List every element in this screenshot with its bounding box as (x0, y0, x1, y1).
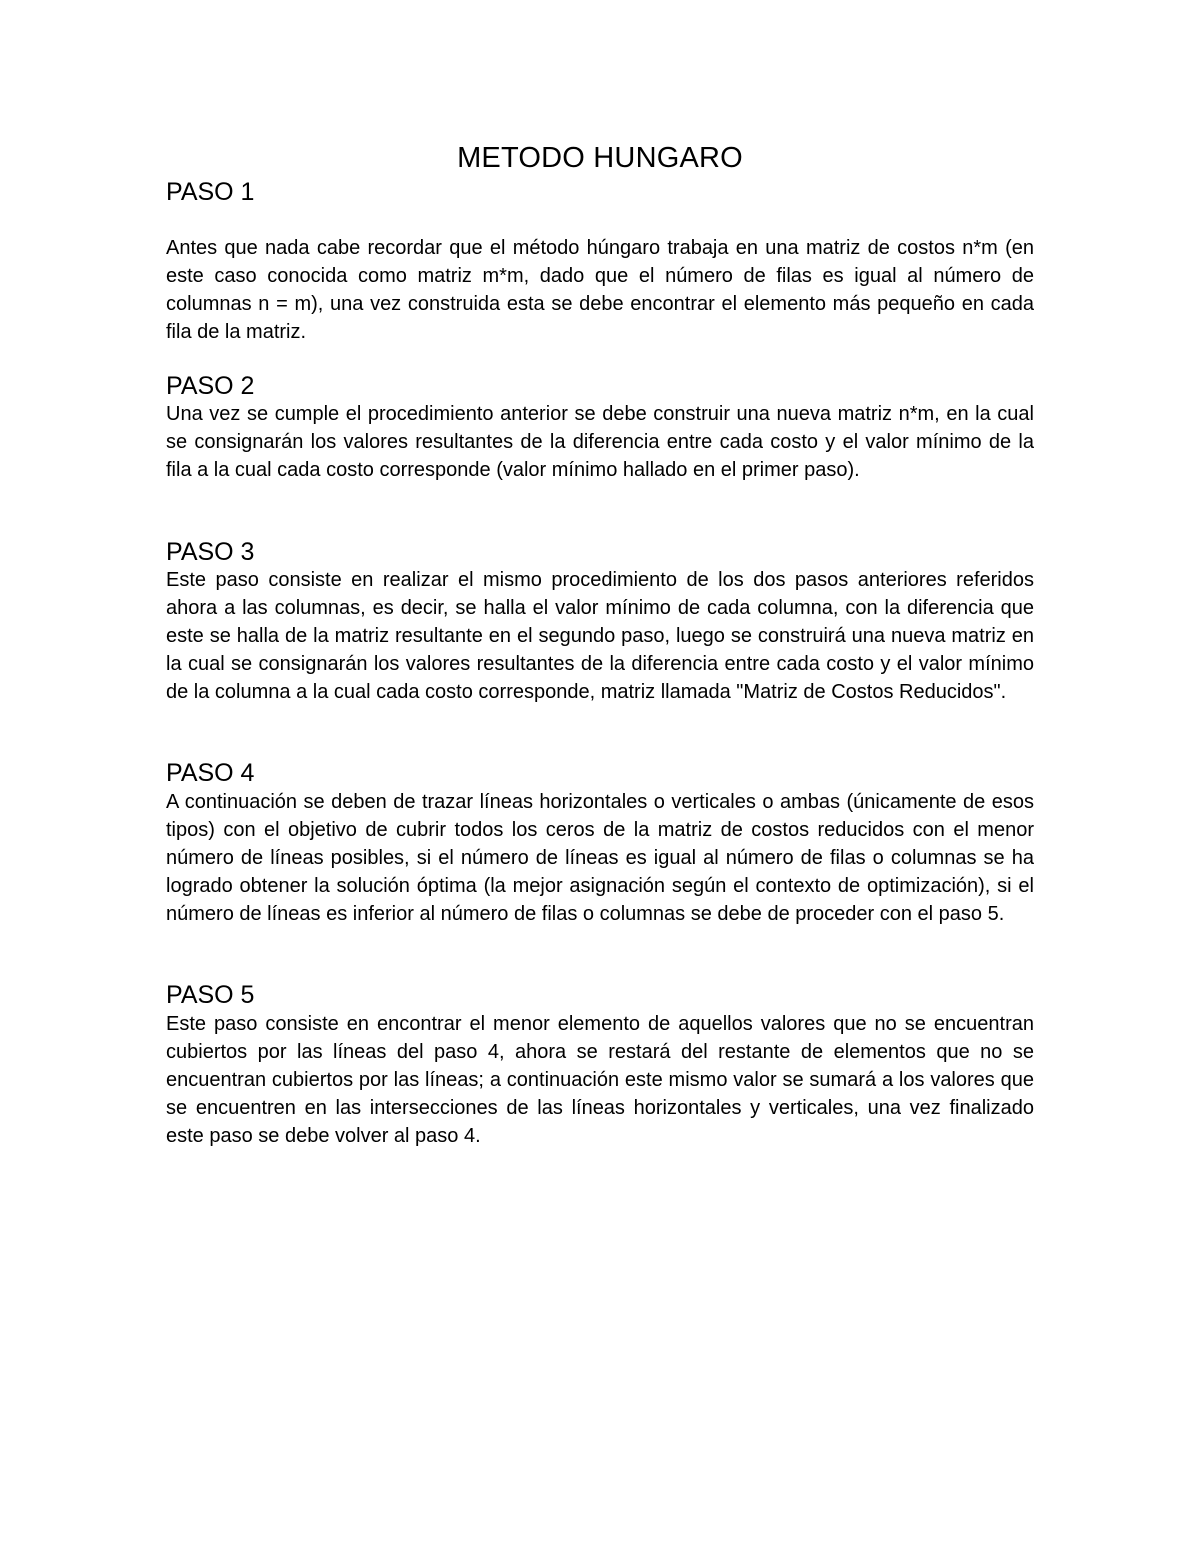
step-2-heading: PASO 2 (166, 372, 255, 400)
step-2-body: Una vez se cumple el procedimiento anterior se debe construir una nueva matriz n*m, en la cual se consignarán los valores resultantes de la diferencia entre cada costo y el valor mínimo de la fila a la cual cada costo corresponde (valor mínimo hallado en el primer paso). (166, 403, 1034, 481)
step-1-body: Antes que nada cabe recordar que el método húngaro trabaja en una matriz de costos n*m (en este caso conocida como matriz m*m, dado que el número de filas es igual al número de columnas n = m), una vez construida esta se debe encontrar el elemento más pequeño en cada fila de la matriz. (166, 237, 1034, 343)
step-3-heading: PASO 3 (166, 538, 255, 566)
step-3-body: Este paso consiste en realizar el mismo procedimiento de los dos pasos anteriores referidos ahora a las columnas, es decir, se halla el valor mínimo de cada columna, con la diferencia que este se halla de la matriz resultante en el segundo paso, luego se construirá una nueva matriz en la cual se consignarán los valores resultantes de la diferencia entre cada costo y el valor mínimo de la columna a la cual cada costo corresponde, matriz llamada "Matriz de Costos Reducidos". (166, 569, 1034, 703)
step-4-body: A continuación se deben de trazar líneas horizontales o verticales o ambas (únicamente de esos tipos) con el objetivo de cubrir todos los ceros de la matriz de costos reducidos con el menor número de líneas posibles, si el número de líneas es igual al número de filas o columnas se ha logrado obtener la solución óptima (la mejor asignación según el contexto de optimización), si el número de líneas es inferior al número de filas o columnas se debe de proceder con el paso 5. (166, 791, 1034, 925)
step-4-heading: PASO 4 (166, 759, 255, 787)
step-5-body: Este paso consiste en encontrar el menor elemento de aquellos valores que no se encuentran cubiertos por las líneas del paso 4, ahora se restará del restante de elementos que no se encuentran cubiertos por las líneas; a continuación este mismo valor se sumará a los valores que se encuentren en las intersecciones de las líneas horizontales y verticales, una vez finalizado este paso se debe volver al paso 4. (166, 1013, 1034, 1147)
step-1-heading: PASO 1 (166, 178, 255, 206)
step-5-heading: PASO 5 (166, 981, 255, 1009)
document-title: METODO HUNGARO (457, 142, 743, 174)
